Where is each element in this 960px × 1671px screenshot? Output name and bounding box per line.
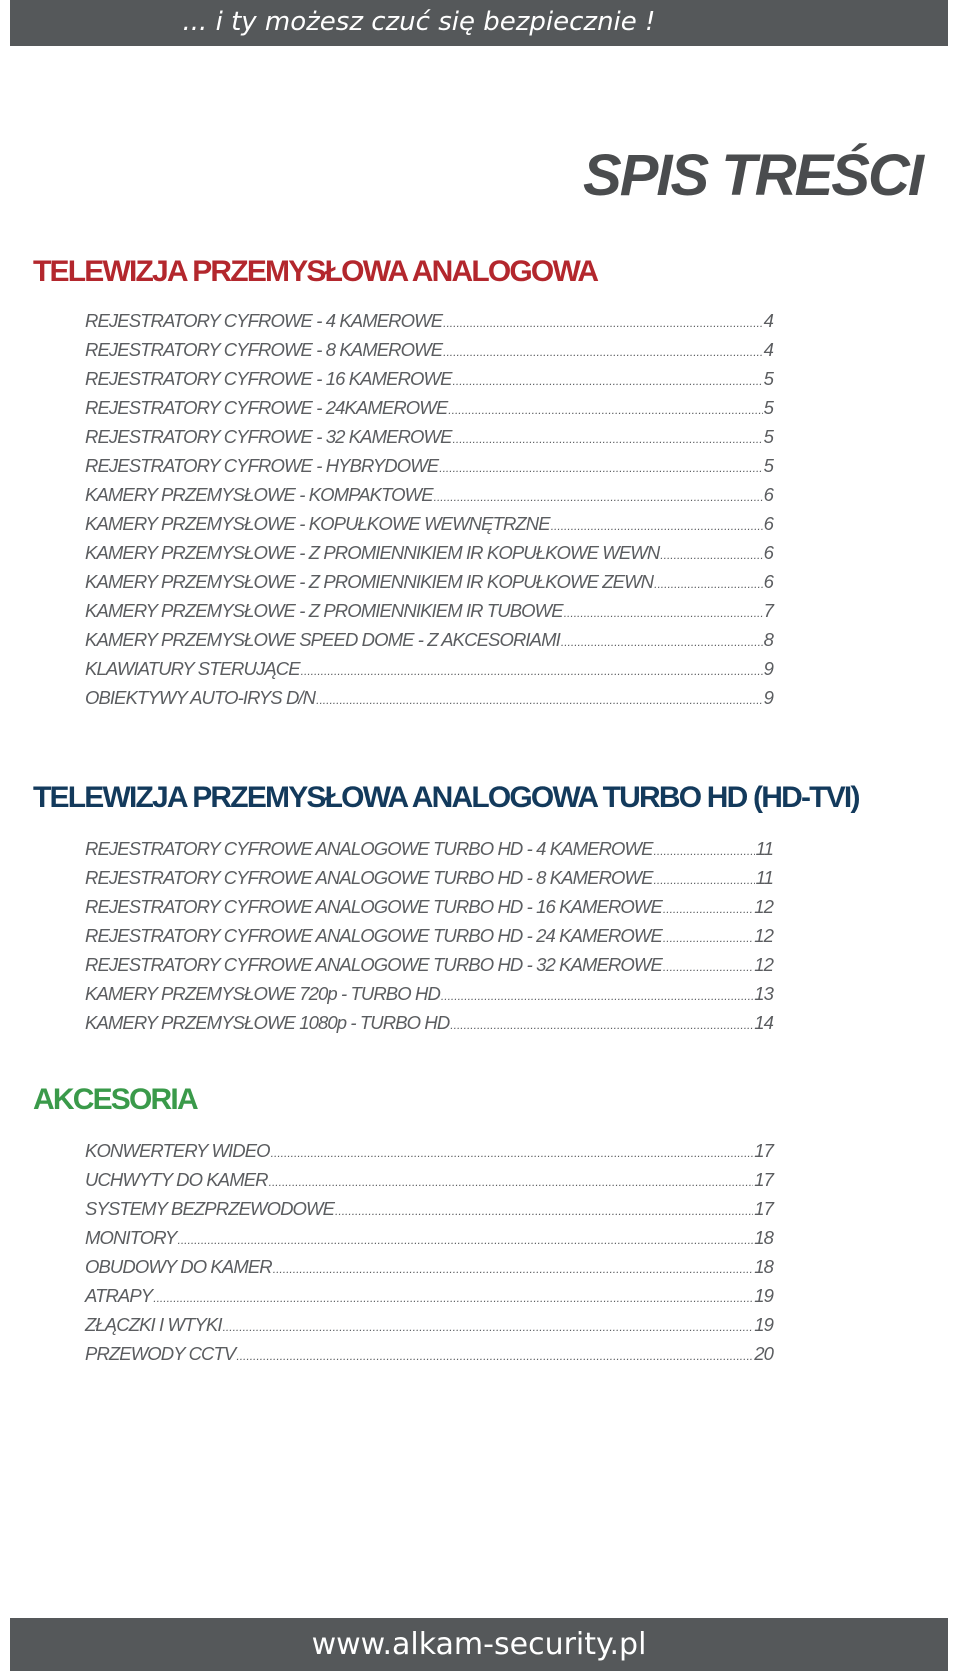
toc-entry-label: OBIEKTYWY AUTO-IRYS D/N <box>85 687 316 708</box>
toc-entry-page-number: 11 <box>755 838 773 859</box>
toc-entry-page-number: 12 <box>754 925 773 946</box>
toc-entry[interactable] <box>85 451 773 480</box>
toc-entry-label: KAMERY PRZEMYSŁOWE SPEED DOME - Z AKCESORIAMI <box>85 629 560 650</box>
dot-leader <box>236 1342 753 1371</box>
toc-entry[interactable] <box>85 863 773 892</box>
toc-entry-label: ZŁĄCZKI I WTYKI <box>85 1314 222 1335</box>
toc-entry[interactable] <box>85 596 773 625</box>
toc-entry-label: KONWERTERY WIDEO <box>85 1140 270 1161</box>
toc-entry-page-number: 12 <box>754 954 773 975</box>
toc-entry-label: KAMERY PRZEMYSŁOWE - KOMPAKTOWE <box>85 484 433 505</box>
toc-entry-label: ATRAPY <box>85 1285 153 1306</box>
toc-entry[interactable] <box>85 979 773 1008</box>
dot-leader <box>663 953 753 982</box>
toc-entry-label: KAMERY PRZEMYSŁOWE - KOPUŁKOWE WEWNĘTRZNE <box>85 513 550 534</box>
dot-leader <box>271 1139 754 1168</box>
toc-entry[interactable] <box>85 1339 773 1368</box>
dot-leader <box>450 1011 753 1040</box>
page-title: SPIS TREŚCI <box>583 143 922 208</box>
toc-entry-label: REJESTRATORY CYFROWE ANALOGOWE TURBO HD - 8 KAMEROWE <box>85 867 653 888</box>
dot-leader <box>439 454 762 483</box>
toc-entry[interactable] <box>85 654 773 683</box>
toc-entry-page-number: 6 <box>763 571 773 592</box>
toc-entry-label: KAMERY PRZEMYSŁOWE - Z PROMIENNIKIEM IR TUBOWE <box>85 600 563 621</box>
dot-leader <box>453 367 763 396</box>
toc-entry-label: PRZEWODY CCTV <box>85 1343 236 1364</box>
toc-entry-page-number: 19 <box>754 1285 773 1306</box>
dot-leader <box>223 1313 754 1342</box>
toc-entry-page-number: 11 <box>755 867 773 888</box>
dot-leader <box>663 895 753 924</box>
section-heading: AKCESORIA <box>33 1083 197 1116</box>
dot-leader <box>663 924 753 953</box>
toc-entry-label: SYSTEMY BEZPRZEWODOWE <box>85 1198 335 1219</box>
toc-entry[interactable] <box>85 538 773 567</box>
toc-entry[interactable] <box>85 393 773 422</box>
toc-entry[interactable] <box>85 683 773 712</box>
toc-entry-page-number: 13 <box>754 983 773 1004</box>
toc-entry-label: REJESTRATORY CYFROWE ANALOGOWE TURBO HD - 16 KAMEROWE <box>85 896 662 917</box>
dot-leader <box>551 512 763 541</box>
toc-entry-label: KLAWIATURY STERUJĄCE <box>85 658 300 679</box>
dot-leader <box>660 541 762 570</box>
toc-entry[interactable] <box>85 509 773 538</box>
toc-entry[interactable] <box>85 480 773 509</box>
toc-entry[interactable] <box>85 834 773 863</box>
dot-leader <box>443 338 762 367</box>
toc-entry-label: REJESTRATORY CYFROWE - HYBRYDOWE <box>85 455 439 476</box>
toc-entry[interactable] <box>85 625 773 654</box>
toc-entry[interactable] <box>85 567 773 596</box>
toc-entry-page-number: 14 <box>754 1012 773 1033</box>
dot-leader <box>654 837 755 866</box>
dot-leader <box>654 866 755 895</box>
dot-leader <box>448 396 762 425</box>
dot-leader <box>654 570 762 599</box>
toc-entry-page-number: 9 <box>763 658 773 679</box>
toc-entry-page-number: 6 <box>763 484 773 505</box>
toc-entry-label: KAMERY PRZEMYSŁOWE - Z PROMIENNIKIEM IR KOPUŁKOWE ZEWN <box>85 571 654 592</box>
toc-entry[interactable] <box>85 1136 773 1165</box>
dot-leader <box>434 483 763 512</box>
toc-entry-page-number: 20 <box>754 1343 773 1364</box>
toc-list <box>85 1136 773 1368</box>
footer-url[interactable]: www.alkam-security.pl <box>311 1627 647 1662</box>
toc-entry-label: OBUDOWY DO KAMER <box>85 1256 272 1277</box>
toc-entry[interactable] <box>85 921 773 950</box>
header-tagline-bar <box>10 0 948 46</box>
toc-entry[interactable] <box>85 1310 773 1339</box>
dot-leader <box>153 1284 753 1313</box>
toc-entry-page-number: 4 <box>763 339 773 360</box>
toc-entry[interactable] <box>85 306 773 335</box>
toc-entry-page-number: 12 <box>754 896 773 917</box>
header-tagline: ... i ty możesz czuć się bezpiecznie ! <box>182 7 656 37</box>
dot-leader <box>316 686 762 715</box>
toc-entry-page-number: 4 <box>763 310 773 331</box>
toc-entry-page-number: 18 <box>754 1256 773 1277</box>
toc-entry[interactable] <box>85 892 773 921</box>
toc-entry-label: REJESTRATORY CYFROWE - 4 KAMEROWE <box>85 310 443 331</box>
toc-entry-page-number: 19 <box>754 1314 773 1335</box>
toc-entry-page-number: 5 <box>763 368 773 389</box>
dot-leader <box>561 628 763 657</box>
dot-leader <box>273 1255 753 1284</box>
toc-entry-page-number: 6 <box>763 513 773 534</box>
dot-leader <box>443 309 762 338</box>
toc-entry-label: REJESTRATORY CYFROWE ANALOGOWE TURBO HD - 32 KAMEROWE <box>85 954 662 975</box>
toc-entry-page-number: 17 <box>754 1140 773 1161</box>
section-heading: TELEWIZJA PRZEMYSŁOWA ANALOGOWA <box>33 255 598 288</box>
toc-entry-page-number: 5 <box>763 455 773 476</box>
toc-entry-label: REJESTRATORY CYFROWE - 24KAMEROWE <box>85 397 448 418</box>
toc-entry-label: REJESTRATORY CYFROWE - 32 KAMEROWE <box>85 426 452 447</box>
toc-list <box>85 834 773 1037</box>
toc-entry-label: REJESTRATORY CYFROWE ANALOGOWE TURBO HD - 4 KAMEROWE <box>85 838 653 859</box>
toc-entry-page-number: 7 <box>763 600 773 621</box>
toc-entry-page-number: 5 <box>763 397 773 418</box>
toc-entry[interactable] <box>85 1252 773 1281</box>
toc-entry[interactable] <box>85 1194 773 1223</box>
dot-leader <box>177 1226 753 1255</box>
toc-entry-label: KAMERY PRZEMYSŁOWE 1080p - TURBO HD <box>85 1012 450 1033</box>
toc-entry[interactable] <box>85 1281 773 1310</box>
toc-entry-page-number: 17 <box>754 1169 773 1190</box>
toc-entry[interactable] <box>85 1223 773 1252</box>
toc-entry[interactable] <box>85 422 773 451</box>
toc-entry-label: REJESTRATORY CYFROWE - 16 KAMEROWE <box>85 368 452 389</box>
toc-entry-label: REJESTRATORY CYFROWE ANALOGOWE TURBO HD - 24 KAMEROWE <box>85 925 662 946</box>
dot-leader <box>335 1197 753 1226</box>
toc-entry-label: KAMERY PRZEMYSŁOWE 720p - TURBO HD <box>85 983 440 1004</box>
dot-leader <box>441 982 753 1011</box>
toc-entry[interactable] <box>85 950 773 979</box>
toc-entry-page-number: 9 <box>763 687 773 708</box>
dot-leader <box>301 657 763 686</box>
dot-leader <box>453 425 763 454</box>
toc-entry-page-number: 18 <box>754 1227 773 1248</box>
toc-entry-label: MONITORY <box>85 1227 177 1248</box>
toc-entry-label: REJESTRATORY CYFROWE - 8 KAMEROWE <box>85 339 443 360</box>
toc-entry[interactable] <box>85 335 773 364</box>
dot-leader <box>269 1168 754 1197</box>
section-heading: TELEWIZJA PRZEMYSŁOWA ANALOGOWA TURBO HD (HD-TVI) <box>33 781 859 814</box>
dot-leader <box>564 599 763 628</box>
toc-entry[interactable] <box>85 1165 773 1194</box>
toc-entry-page-number: 17 <box>754 1198 773 1219</box>
toc-list <box>85 306 773 712</box>
toc-entry-page-number: 5 <box>763 426 773 447</box>
toc-entry-label: UCHWYTY DO KAMER <box>85 1169 268 1190</box>
toc-entry-label: KAMERY PRZEMYSŁOWE - Z PROMIENNIKIEM IR KOPUŁKOWE WEWN <box>85 542 660 563</box>
toc-entry[interactable] <box>85 364 773 393</box>
footer-bar <box>10 1618 948 1671</box>
toc-entry[interactable] <box>85 1008 773 1037</box>
toc-entry-page-number: 6 <box>763 542 773 563</box>
toc-entry-page-number: 8 <box>763 629 773 650</box>
